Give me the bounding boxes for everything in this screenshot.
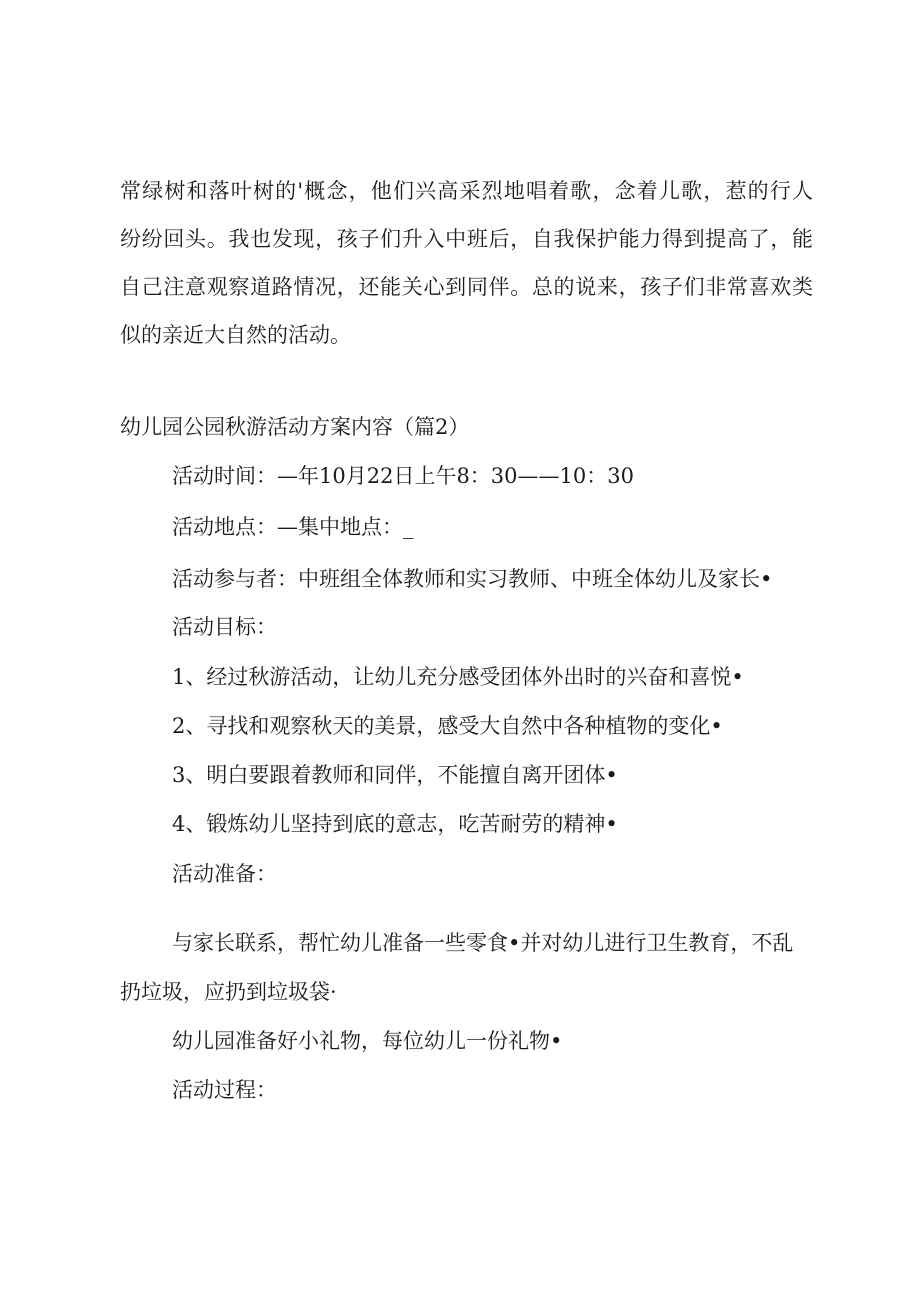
goals-heading: 活动目标： [172, 615, 277, 639]
goal-item-4: 4、锻炼幼儿坚持到底的意志，吃苦耐劳的精神• [172, 812, 618, 836]
gift-line: 幼儿园准备好小礼物，每位幼儿一份礼物• [172, 1029, 563, 1053]
intro-line-3: 自己注意观察道路情况，还能关心到同伴。总的说来，孩子们非常喜欢类 [120, 275, 813, 299]
section-title: 幼儿园公园秋游活动方案内容（篇2） [120, 415, 470, 439]
goal-item-1: 1、经过秋游活动，让幼儿充分感受团体外出时的兴奋和喜悦• [172, 665, 744, 689]
process-heading: 活动过程： [172, 1078, 277, 1102]
intro-line-2: 纷纷回头。我也发现，孩子们升入中班后，自我保护能力得到提高了，能 [120, 227, 813, 251]
goal-item-2: 2、寻找和观察秋天的美景，感受大自然中各种植物的变化• [172, 714, 723, 738]
activity-participants: 活动参与者：中班组全体教师和实习教师、中班全体幼儿及家长• [172, 567, 773, 591]
prep-line-2: 扔垃圾，应扔到垃圾袋· [120, 980, 337, 1004]
goal-item-3: 3、明白要跟着教师和同伴，不能擅自离开团体• [172, 763, 618, 787]
activity-time: 活动时间：—年10月22日上午8：30——10：30 [172, 464, 634, 488]
intro-line-1: 常绿树和落叶树的'概念，他们兴高采烈地唱着歌，念着儿歌，惹的行人 [120, 179, 813, 203]
prep-line-1: 与家长联系，帮忙幼儿准备一些零食•并对幼儿进行卫生教育，不乱 [172, 931, 794, 955]
prep-heading: 活动准备： [172, 862, 277, 886]
intro-line-4: 似的亲近大自然的活动。 [120, 323, 351, 347]
activity-place: 活动地点：—集中地点：_ [172, 515, 414, 539]
